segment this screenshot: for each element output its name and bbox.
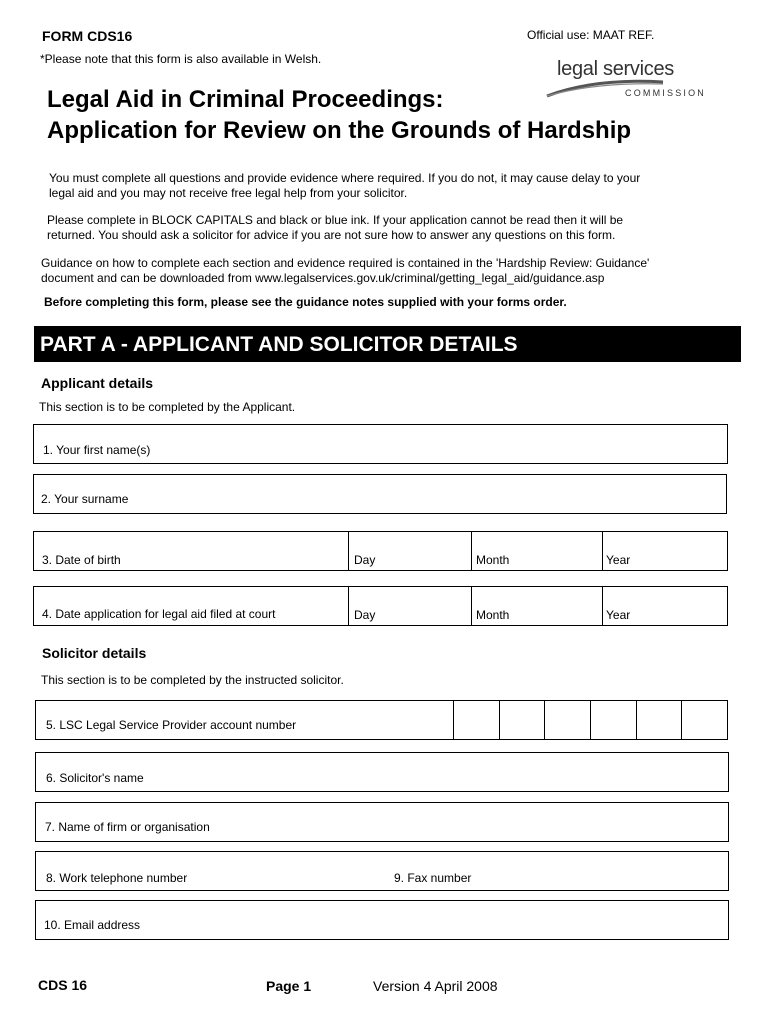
lsc-account-number-field <box>35 700 728 740</box>
solicitor-details-heading: Solicitor details <box>42 645 147 661</box>
intro-paragraph-3 <box>41 256 721 286</box>
dob-divider <box>471 532 472 570</box>
intro-p1-line1: You must complete all questions and provide evidence where required. If you do not, it may cause delay to your <box>49 171 641 185</box>
part-a-heading: PART A - APPLICANT AND SOLICITOR DETAILS <box>34 326 741 362</box>
fax-number-label[interactable]: 9. Fax number <box>394 871 472 885</box>
dob-divider <box>602 532 603 570</box>
solicitor-name-label: 6. Solicitor's name <box>46 771 144 785</box>
form-code: FORM CDS16 <box>42 28 133 44</box>
form-title-line1: Legal Aid in Criminal Proceedings: <box>47 86 444 113</box>
applicant-details-note: This section is to be completed by the Applicant. <box>39 400 296 414</box>
intro-p1-line2: legal aid and you may not receive free legal help from your solicitor. <box>49 186 408 200</box>
account-digit-divider <box>453 701 454 739</box>
filed-date-divider <box>348 587 349 625</box>
intro-paragraph-1 <box>49 171 729 201</box>
dob-divider <box>348 532 349 570</box>
dob-month-input[interactable]: Month <box>476 553 510 567</box>
dob-day-input[interactable]: Day <box>354 553 376 567</box>
filed-day-input[interactable]: Day <box>354 608 376 622</box>
intro-p3-line2: document and can be downloaded from www.legalservices.gov.uk/criminal/getting_legal_aid/guidance.asp <box>41 271 605 285</box>
intro-p2-line1: Please complete in BLOCK CAPITALS and black or blue ink. If your application cannot be read then it will be <box>47 213 624 227</box>
form-title <box>47 84 737 146</box>
phone-fax-row <box>35 851 729 891</box>
account-digit-divider <box>681 701 682 739</box>
account-digit-divider <box>544 701 545 739</box>
official-use-label: Official use: MAAT REF. <box>527 28 655 42</box>
application-filed-date-label: 4. Date application for legal aid filed at court <box>42 607 276 621</box>
filed-date-divider <box>602 587 603 625</box>
filed-date-divider <box>471 587 472 625</box>
logo-sub-text: COMMISSION <box>625 88 707 98</box>
first-name-field[interactable] <box>33 424 728 464</box>
first-name-label: 1. Your first name(s) <box>43 443 151 457</box>
firm-name-label: 7. Name of firm or organisation <box>45 820 210 834</box>
dob-year-input[interactable]: Year <box>606 553 631 567</box>
email-address-label: 10. Email address <box>44 918 141 932</box>
surname-field[interactable] <box>33 474 727 514</box>
solicitor-details-note: This section is to be completed by the instructed solicitor. <box>41 673 344 687</box>
filed-month-input[interactable]: Month <box>476 608 510 622</box>
account-digit-divider <box>590 701 591 739</box>
form-title-line2: Application for Review on the Grounds of Hardship <box>47 117 632 144</box>
application-filed-date-field <box>33 586 728 626</box>
lsc-account-number-label: 5. LSC Legal Service Provider account number <box>46 718 297 732</box>
filed-year-input[interactable]: Year <box>606 608 631 622</box>
footer-version: Version 4 April 2008 <box>373 978 498 994</box>
solicitor-name-field[interactable] <box>35 752 729 792</box>
footer-page-number: Page 1 <box>266 978 312 994</box>
guidance-notice: Before completing this form, please see the guidance notes supplied with your forms order. <box>44 295 567 309</box>
email-address-field[interactable] <box>35 900 729 940</box>
applicant-details-heading: Applicant details <box>41 375 154 391</box>
intro-paragraph-2 <box>47 213 727 243</box>
welsh-availability-note: *Please note that this form is also available in Welsh. <box>40 52 322 66</box>
account-digit-divider <box>499 701 500 739</box>
date-of-birth-field <box>33 531 728 571</box>
intro-p3-line1: Guidance on how to complete each section and evidence required is contained in the 'Hardship Review: Guidance' <box>41 256 650 270</box>
intro-p2-line2: returned. You should ask a solicitor for advice if you are not sure how to answer any questions on this form. <box>47 228 616 242</box>
footer-form-code: CDS 16 <box>38 977 88 993</box>
surname-label: 2. Your surname <box>41 492 129 506</box>
logo-main-text: legal services <box>557 58 674 80</box>
work-telephone-label[interactable]: 8. Work telephone number <box>46 871 188 885</box>
account-digit-divider <box>636 701 637 739</box>
firm-name-field[interactable] <box>35 802 729 842</box>
date-of-birth-label: 3. Date of birth <box>42 553 121 567</box>
